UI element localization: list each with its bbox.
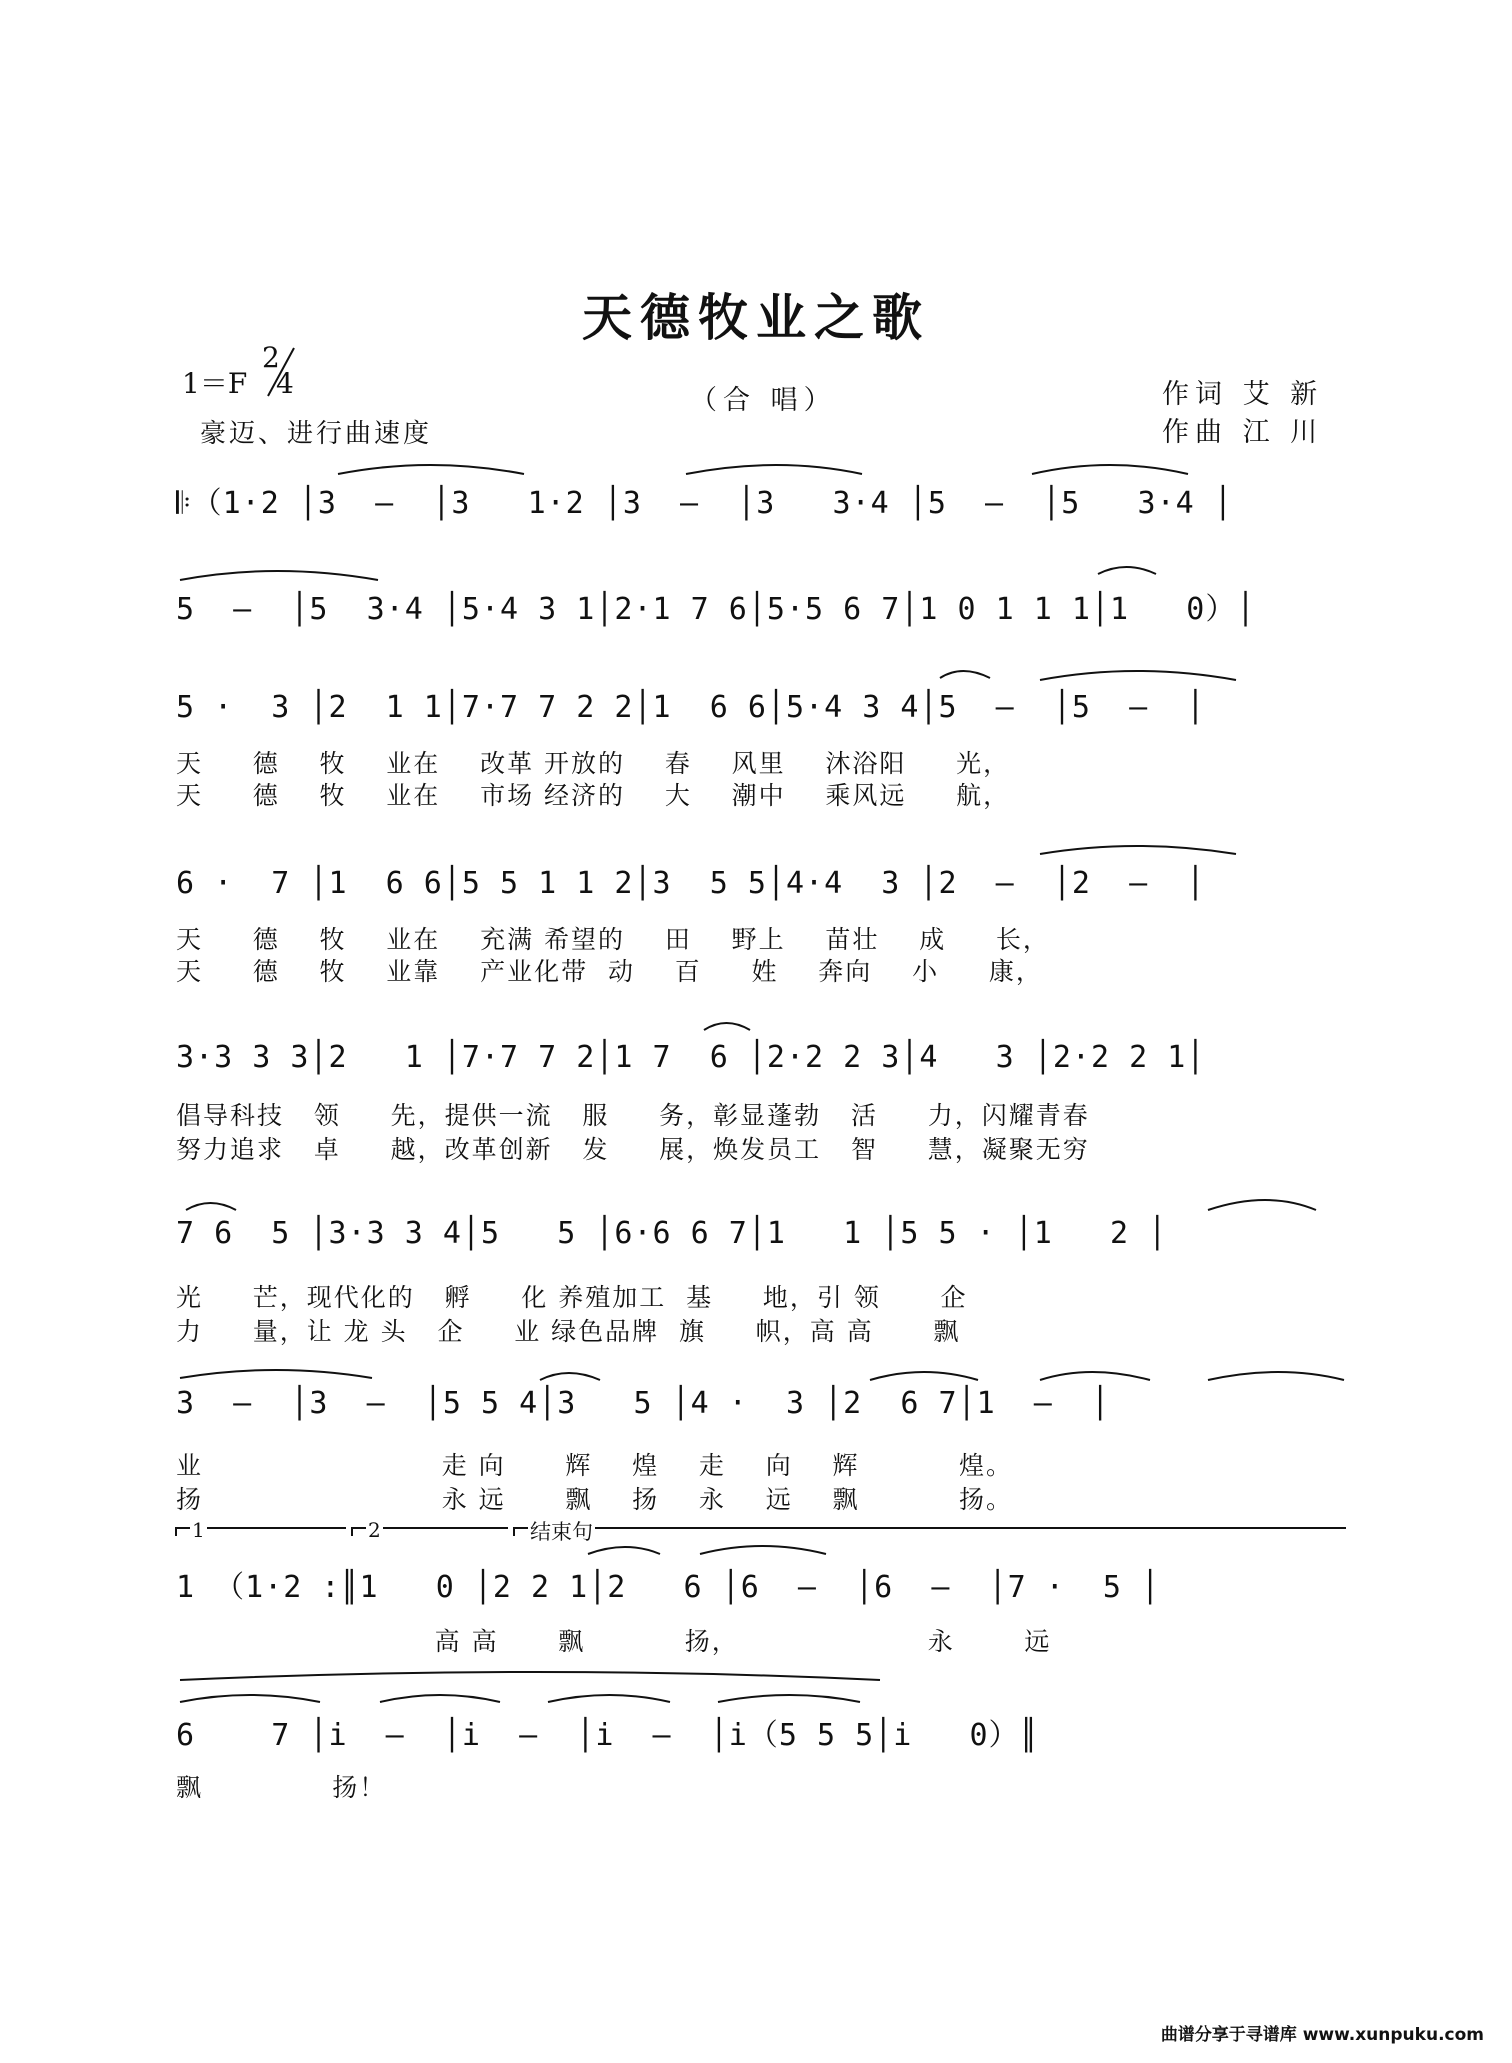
notation-line: 5 · 3 │2 1 1│7·7 7 2 2│1 6 6│5·4 3 4│5 — │5 — │	[176, 690, 1206, 725]
coda-label: 结束句	[528, 1516, 595, 1546]
notation-line: 3 — │3 — │5 5 4│3 5 │4 · 3 │2 6 7│1 — │	[176, 1386, 1111, 1421]
time-denominator: 4	[276, 367, 294, 400]
lyric-verse-1: 天 德 牧 业在 改革 开放的 春 风里 沐浴阳 光，	[176, 749, 1011, 778]
notation-line: 1 （1·2 :║1 0 │2 2 1│2 6 │6 — │6 — │7 · 5 │	[176, 1570, 1161, 1605]
lyric-verse-1: 业 走 向 辉 煌 走 向 辉 煌。	[176, 1451, 1013, 1480]
notation-line: 6 7 │i — │i — │i — │i（5 5 5│i 0）║	[176, 1718, 1039, 1753]
lyric-verse-2: 扬 永 远 飘 扬 永 远 飘 扬。	[176, 1485, 1013, 1514]
score-line-2	[176, 584, 1356, 632]
score-line-5	[176, 1040, 1356, 1088]
lyric-verse-2: 天 德 牧 业在 市场 经济的 大 潮中 乘风远 航，	[176, 781, 1011, 810]
lyric-coda-1: 高 高 飘 扬， 永 远	[176, 1627, 1052, 1656]
song-title: 天德牧业之歌	[582, 288, 930, 347]
score-line-8	[176, 1562, 1356, 1610]
score-line-1	[176, 478, 1356, 526]
lyric-verse-2: 天 德 牧 业靠 产业化带 动 百 姓 奔向 小 康，	[176, 957, 1043, 986]
notation-line: 𝄆（1·2 │3 — │3 1·2 │3 — │3 3·4 │5 — │5 3·4 │	[176, 486, 1233, 521]
second-ending-label: 2	[368, 1518, 381, 1542]
lyric-verse-1: 倡导科技 领 先，提供一流 服 务，彰显蓬勃 活 力，闪耀青春	[176, 1101, 1090, 1130]
key-signature: 1＝F	[182, 367, 248, 400]
lyric-verse-1: 光 芒，现代化的 孵 化 养殖加工 基 地，引 领 企	[176, 1283, 968, 1312]
composer-credit: 作曲 江 川	[1162, 417, 1324, 448]
subtitle: （合 唱）	[690, 385, 837, 416]
lyric-coda-2: 飘 扬！	[176, 1773, 387, 1802]
notation-line: 3·3 3 3│2 1 │7·7 7 2│1 7 6 │2·2 2 3│4 3 │2·2 2 1│	[176, 1040, 1206, 1075]
score-line-6	[176, 1216, 1356, 1264]
notation-line: 5 — │5 3·4 │5·4 3 1│2·1 7 6│5·5 6 7│1 0 1 1 1│1 0）│	[176, 592, 1256, 627]
time-signature-slash	[262, 341, 302, 398]
first-ending-label: 1	[192, 1518, 205, 1542]
time-numerator: 2	[262, 341, 280, 374]
score-line-4	[176, 866, 1356, 914]
footer-credit: 曲谱分享于寻谱库 www.xunpuku.com	[1160, 2025, 1484, 2045]
tempo-marking: 豪迈、进行曲速度	[200, 419, 433, 449]
notation-line: 6 · 7 │1 6 6│5 5 1 1 2│3 5 5│4·4 3 │2 — │2 — │	[176, 866, 1206, 901]
score-line-3	[176, 690, 1356, 738]
score-line-9	[176, 1710, 1356, 1758]
notation-line: 7 6 5 │3·3 3 4│5 5 │6·6 6 7│1 1 │5 5 · │1 2 │	[176, 1216, 1168, 1251]
score-line-7	[176, 1386, 1356, 1434]
lyricist-credit: 作词 艾 新	[1162, 379, 1324, 410]
lyric-verse-2: 努力追求 卓 越，改革创新 发 展，焕发员工 智 慧，凝聚无穷	[176, 1135, 1090, 1164]
lyric-verse-1: 天 德 牧 业在 充满 希望的 田 野上 苗壮 成 长，	[176, 925, 1050, 954]
lyric-verse-2: 力 量，让 龙 头 企 业 绿色品牌 旗 帜，高 高 飘	[176, 1317, 961, 1346]
